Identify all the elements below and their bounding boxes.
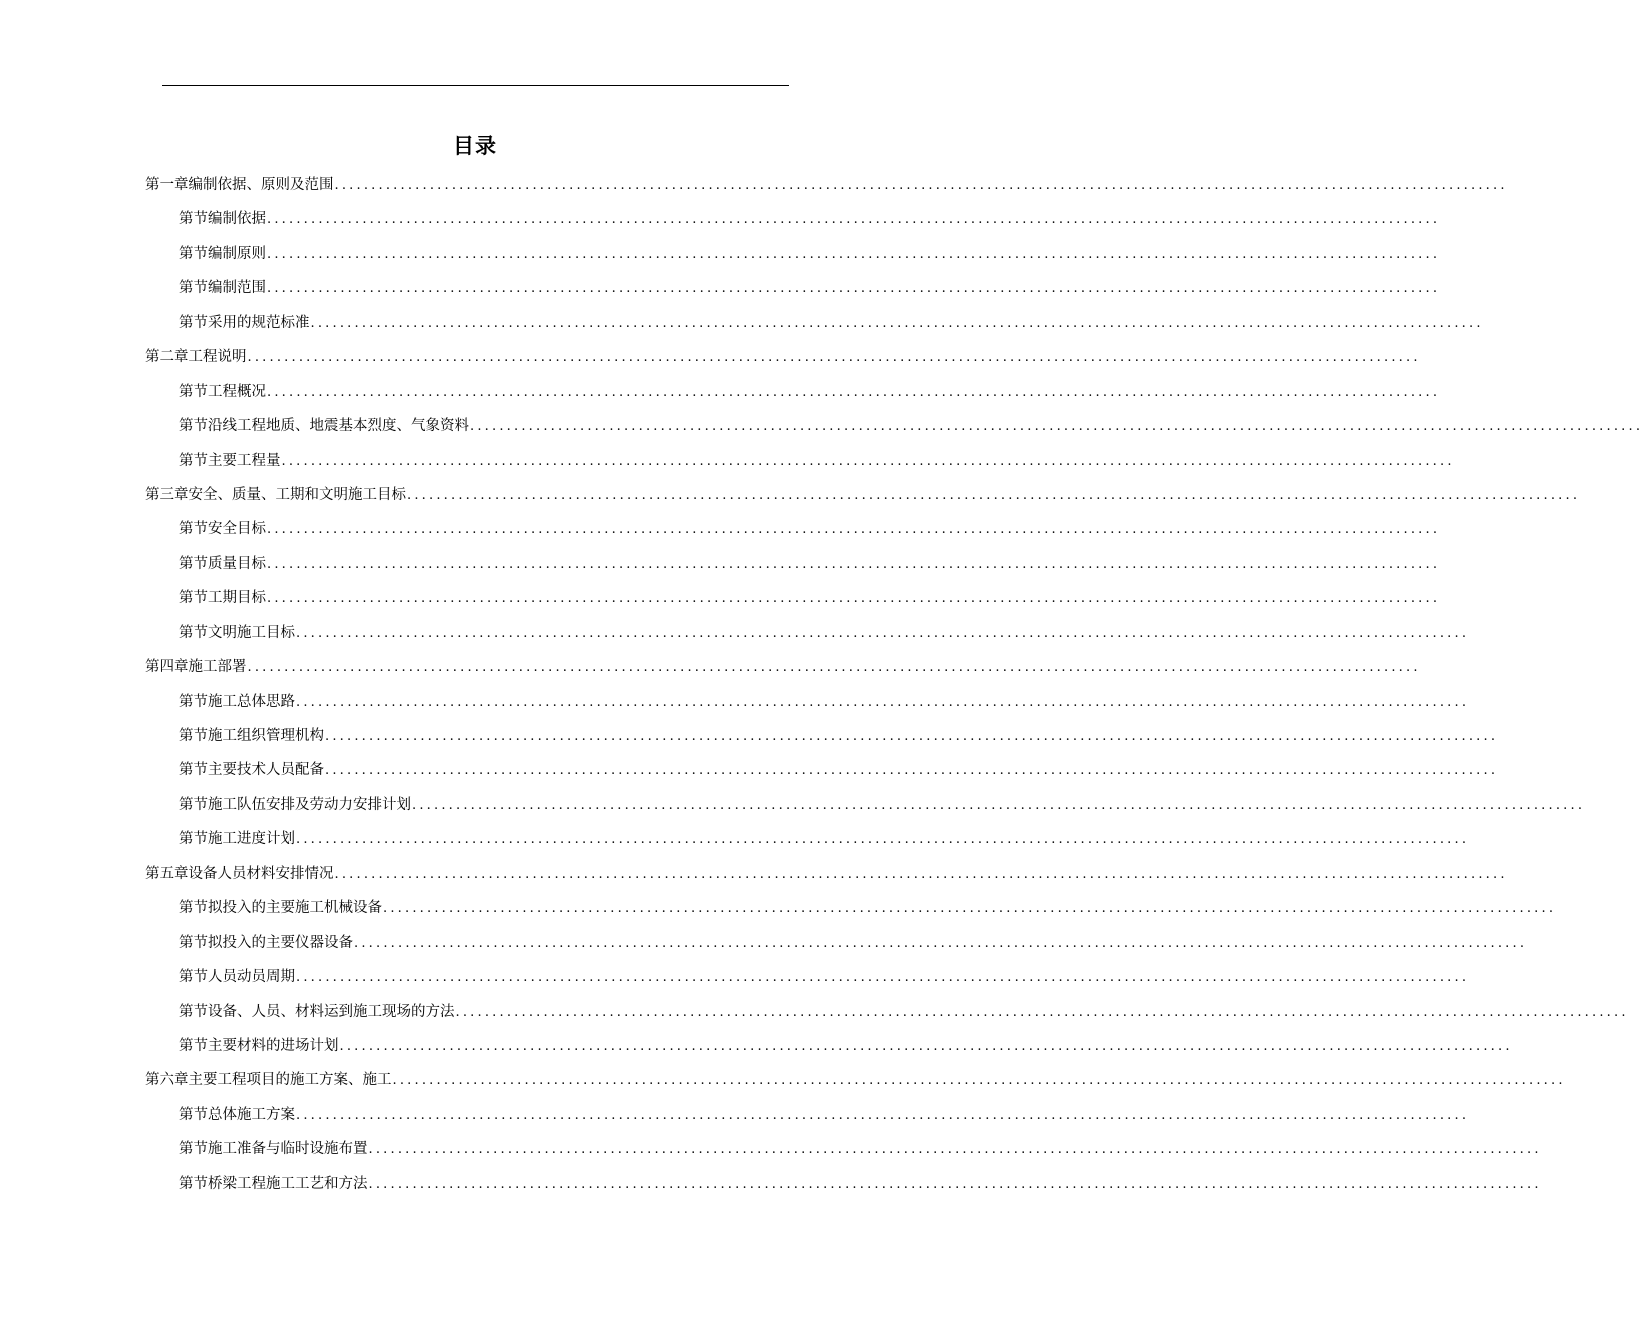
toc-entry-heading: 设备、人员、材料运到施工现场的方法: [208, 1003, 455, 1020]
toc-entry-label: 第节: [179, 831, 208, 848]
toc-dot-leader: ................................................................................................................................................................: [267, 522, 1441, 538]
toc-entry-heading: 文明施工目标: [208, 624, 295, 641]
toc-dot-leader: ................................................................................................................................................................: [334, 178, 1508, 193]
toc-entry-line: [145, 485, 1581, 505]
toc-entry-heading: 主要工程项目的施工方案、施工: [188, 1072, 392, 1089]
toc-entry-line: [179, 1036, 1513, 1056]
toc-chapter-entry[interactable]: [0, 339, 1421, 373]
toc-entry-heading: 施工准备与临时设施布置: [208, 1141, 368, 1158]
toc-dot-leader: ................................................................................................................................................................: [368, 1176, 1542, 1192]
toc-entry-heading: 工期目标: [208, 590, 266, 607]
toc-entry-heading: 沿线工程地质、地震基本烈度、气象资料: [208, 418, 469, 435]
toc-entry-line: [179, 692, 1470, 712]
toc-entry-heading: 拟投入的主要仪器设备: [208, 934, 353, 951]
toc-entry-heading: 施工队伍安排及劳动力安排计划: [208, 796, 411, 813]
toc-entry-label: 第节: [179, 245, 208, 262]
toc-dot-leader: ................................................................................................................................................................: [325, 763, 1499, 779]
toc-entry-line: [179, 554, 1441, 574]
toc-entry-label: 第节: [179, 521, 208, 538]
toc-dot-leader: ................................................................................................................................................................: [325, 729, 1499, 744]
toc-entry-label: 第节: [179, 452, 208, 469]
toc-entry-label: 第一章: [145, 177, 189, 193]
toc-entry-line: [145, 657, 1421, 677]
toc-dot-leader: ................................................................................................................................................................: [267, 384, 1441, 400]
toc-entry-heading: 主要技术人员配备: [208, 762, 324, 779]
toc-section-entry[interactable]: [0, 925, 1528, 959]
toc-section-entry[interactable]: [0, 718, 1499, 752]
toc-section-entry[interactable]: [0, 408, 1643, 442]
toc-entry-line: [145, 347, 1421, 367]
toc-entry-label: 第四章: [145, 659, 189, 676]
toc-entry-label: 第节: [179, 969, 208, 986]
toc-entry-heading: 编制范围: [208, 280, 266, 297]
toc-entry-heading: 设备人员材料安排情况: [188, 865, 334, 882]
toc-entry-line: [179, 588, 1441, 608]
toc-entry-heading: 总体施工方案: [208, 1106, 295, 1123]
table-of-contents: [0, 167, 1643, 1200]
toc-entry-line: [179, 760, 1499, 780]
toc-section-entry[interactable]: [0, 1131, 1542, 1165]
toc-entry-heading: 安全目标: [208, 521, 266, 538]
toc-dot-leader: ................................................................................................................................................................: [392, 1073, 1566, 1089]
toc-dot-leader: ................................................................................................................................................................: [354, 935, 1528, 951]
toc-dot-leader: ................................................................................................................................................................: [247, 660, 1421, 676]
toc-entry-label: 第节: [179, 693, 208, 710]
toc-dot-leader: ................................................................................................................................................................: [470, 419, 1643, 435]
toc-dot-leader: ................................................................................................................................................................: [455, 1004, 1629, 1020]
toc-section-entry[interactable]: [0, 443, 1455, 477]
toc-entry-label: 第节: [179, 1106, 208, 1123]
toc-entry-line: [179, 1002, 1629, 1022]
toc-dot-leader: ................................................................................................................................................................: [296, 625, 1470, 641]
toc-entry-line: [179, 829, 1470, 849]
toc-entry-label: 第节: [179, 934, 208, 951]
toc-section-entry[interactable]: [0, 270, 1441, 304]
toc-entry-line: [179, 209, 1441, 229]
toc-entry-line: [179, 278, 1441, 298]
toc-section-entry[interactable]: [0, 1097, 1470, 1131]
toc-dot-leader: ................................................................................................................................................................: [296, 1107, 1470, 1123]
toc-section-entry[interactable]: [0, 787, 1586, 821]
toc-section-entry[interactable]: [0, 546, 1441, 580]
toc-entry-line: [179, 726, 1499, 746]
toc-dot-leader: ................................................................................................................................................................: [296, 694, 1470, 710]
toc-section-entry[interactable]: [0, 821, 1470, 855]
toc-entry-heading: 主要材料的进场计划: [208, 1037, 339, 1054]
toc-entry-label: 第节: [179, 624, 208, 641]
toc-section-entry[interactable]: [0, 374, 1441, 408]
toc-entry-line: [145, 175, 1508, 195]
toc-entry-label: 第节: [179, 1037, 208, 1054]
toc-section-entry[interactable]: [0, 890, 1557, 924]
toc-title: 目录: [453, 134, 497, 158]
toc-dot-leader: ................................................................................................................................................................: [383, 901, 1557, 917]
toc-entry-line: [179, 451, 1455, 471]
toc-section-entry[interactable]: [0, 615, 1470, 649]
toc-entry-heading: 人员动员周期: [208, 969, 295, 986]
toc-entry-heading: 拟投入的主要施工机械设备: [208, 900, 382, 917]
toc-entry-line: [179, 1105, 1470, 1125]
toc-entry-line: [179, 244, 1441, 264]
toc-section-entry[interactable]: [0, 1166, 1542, 1200]
toc-entry-label: 第节: [179, 762, 208, 779]
toc-chapter-entry[interactable]: [0, 856, 1508, 890]
toc-entry-heading: 施工组织管理机构: [208, 728, 324, 744]
toc-entry-line: [179, 416, 1643, 436]
toc-entry-label: 第节: [179, 211, 208, 228]
toc-entry-line: [145, 864, 1508, 884]
toc-entry-label: 第节: [179, 1141, 208, 1158]
toc-chapter-entry[interactable]: [0, 477, 1581, 511]
toc-dot-leader: ................................................................................................................................................................: [296, 832, 1470, 848]
toc-entry-label: 第节: [179, 728, 208, 744]
toc-dot-leader: ................................................................................................................................................................: [267, 591, 1441, 607]
toc-entry-line: [179, 313, 1484, 333]
toc-entry-line: [179, 382, 1441, 402]
toc-entry-heading: 编制依据: [208, 211, 266, 228]
toc-entry-heading: 工程说明: [188, 349, 247, 366]
toc-dot-leader: ................................................................................................................................................................: [296, 970, 1470, 986]
toc-entry-heading: 工程概况: [208, 383, 266, 400]
toc-chapter-entry[interactable]: [0, 1062, 1566, 1096]
toc-entry-label: 第节: [179, 590, 208, 607]
toc-section-entry[interactable]: [0, 752, 1499, 786]
toc-section-entry[interactable]: [0, 994, 1629, 1028]
toc-dot-leader: ................................................................................................................................................................: [407, 487, 1581, 503]
toc-entry-heading: 施工进度计划: [208, 831, 295, 848]
toc-dot-leader: ................................................................................................................................................................: [412, 797, 1586, 813]
toc-entry-line: [179, 898, 1557, 918]
toc-section-entry[interactable]: [0, 580, 1441, 614]
toc-section-entry[interactable]: [0, 511, 1441, 545]
toc-entry-heading: 编制原则: [208, 245, 266, 262]
toc-entry-label: 第节: [179, 1003, 208, 1020]
toc-entry-label: 第节: [179, 796, 208, 813]
toc-entry-line: [179, 623, 1470, 643]
toc-entry-label: 第节: [179, 418, 208, 435]
toc-entry-heading: 施工部署: [188, 659, 247, 676]
toc-entry-label: 第六章: [145, 1072, 189, 1089]
header-rule: [162, 85, 789, 86]
toc-section-entry[interactable]: [0, 1028, 1513, 1062]
toc-entry-line: [179, 519, 1441, 539]
toc-entry-label: 第节: [179, 900, 208, 917]
toc-entry-line: [179, 1139, 1542, 1159]
toc-dot-leader: ................................................................................................................................................................: [247, 350, 1421, 366]
toc-entry-heading: 采用的规范标准: [208, 314, 310, 331]
toc-dot-leader: ................................................................................................................................................................: [310, 315, 1484, 331]
toc-section-entry[interactable]: [0, 201, 1441, 235]
toc-entry-label: 第节: [179, 1175, 208, 1192]
toc-entry-heading: 安全、质量、工期和文明施工目标: [188, 486, 406, 503]
toc-entry-label: 第节: [179, 314, 208, 331]
toc-entry-line: [179, 967, 1470, 987]
toc-section-entry[interactable]: [0, 236, 1441, 270]
toc-chapter-entry[interactable]: [0, 167, 1508, 201]
toc-entry-line: [179, 933, 1528, 953]
toc-dot-leader: ................................................................................................................................................................: [267, 212, 1441, 228]
toc-section-entry[interactable]: [0, 959, 1470, 993]
toc-dot-leader: ................................................................................................................................................................: [267, 246, 1441, 262]
toc-entry-label: 第二章: [145, 349, 189, 366]
toc-section-entry[interactable]: [0, 684, 1470, 718]
toc-dot-leader: ................................................................................................................................................................: [281, 453, 1455, 469]
toc-dot-leader: ................................................................................................................................................................: [267, 556, 1441, 572]
toc-entry-line: [145, 1070, 1566, 1090]
toc-chapter-entry[interactable]: [0, 649, 1421, 683]
toc-dot-leader: ................................................................................................................................................................: [339, 1038, 1513, 1054]
toc-entry-heading: 桥梁工程施工工艺和方法: [208, 1175, 368, 1192]
toc-entry-label: 第节: [179, 280, 208, 297]
toc-dot-leader: ................................................................................................................................................................: [334, 866, 1508, 882]
toc-entry-heading: 质量目标: [208, 555, 266, 572]
toc-entry-label: 第五章: [145, 865, 189, 882]
toc-section-entry[interactable]: [0, 305, 1484, 339]
toc-entry-line: [179, 1174, 1542, 1194]
toc-entry-heading: 主要工程量: [208, 452, 281, 469]
toc-entry-line: [179, 795, 1586, 815]
toc-entry-label: 第三章: [145, 486, 189, 503]
toc-dot-leader: ................................................................................................................................................................: [267, 281, 1441, 297]
toc-entry-label: 第节: [179, 555, 208, 572]
toc-dot-leader: ................................................................................................................................................................: [368, 1142, 1542, 1158]
toc-entry-label: 第节: [179, 383, 208, 400]
toc-entry-heading: 编制依据、原则及范围: [188, 177, 334, 193]
toc-entry-heading: 施工总体思路: [208, 693, 295, 710]
